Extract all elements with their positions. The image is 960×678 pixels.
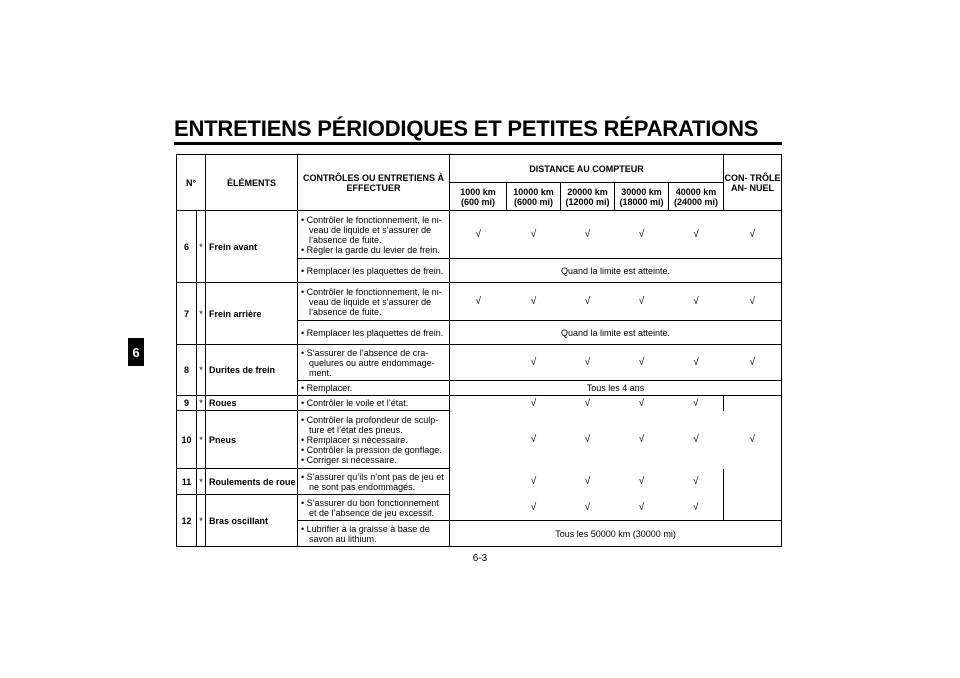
table-row: 11 * Roulements de roue • S’assurer qu’ils n’ont pas de jeu et ne sont pas endommagés. √ √ √ √ <box>177 469 782 495</box>
table-row: 6 * Frein avant • Contrôler le fonctionnement, le ni-veau de liquide et s’assurer de l’absence de fuite. • Régler la garde du levier de frein. √ √ √ √ √ √ <box>177 211 782 259</box>
table-row: 10 * Pneus • Contrôler la profondeur de sculp-ture et l’état des pneus. • Remplacer si nécessaire. • Contrôler la pression de gonflage. • Corriger si nécessaire. √ √ √ √ √ <box>177 411 782 469</box>
table-row: • Remplacer les plaquettes de frein. Quand la limite est atteinte. <box>177 321 782 345</box>
element-name: Roues <box>206 396 298 411</box>
table-row: 12 * Bras oscillant • S’assurer du bon fonctionnement et de l’absence de jeu excessif. √ √ √ √ <box>177 495 782 521</box>
header-controls: CONTRÔLES OU ENTRETIENS À EFFECTUER <box>298 155 450 211</box>
maintenance-table <box>176 154 782 547</box>
table-row: • Remplacer les plaquettes de frein. Quand la limite est atteinte. <box>177 259 782 283</box>
element-name: Roulements de roue <box>206 469 298 495</box>
header-distance-col: 30000 km (18000 mi) <box>615 183 669 211</box>
table-row: • Lubrifier à la graisse à base de savon au lithium. Tous les 50000 km (30000 mi) <box>177 521 782 547</box>
table-row: 9 * Roues • Contrôler le voile et l’état. √ √ √ √ <box>177 396 782 411</box>
header-distance-col: 1000 km (600 mi) <box>450 183 507 211</box>
header-distance: DISTANCE AU COMPTEUR <box>450 155 724 183</box>
header-elements: ÉLÉMENTS <box>206 155 298 211</box>
element-name: Durites de frein <box>206 345 298 396</box>
element-name: Pneus <box>206 411 298 469</box>
header-num: N° <box>177 155 206 211</box>
table-row: • Remplacer. Tous les 4 ans <box>177 381 782 396</box>
page-number: 6-3 <box>472 553 488 564</box>
element-name: Frein arrière <box>206 283 298 345</box>
header-distance-col: 20000 km (12000 mi) <box>561 183 615 211</box>
table-row: 7 * Frein arrière • Contrôler le fonctionnement, le ni-veau de liquide et s’assurer de l’absence de fuite. √ √ √ √ √ √ <box>177 283 782 321</box>
element-name: Frein avant <box>206 211 298 283</box>
header-annual: CON- TRÔLE AN- NUEL <box>724 155 782 211</box>
page-title: ENTRETIENS PÉRIODIQUES ET PETITES RÉPARATIONS <box>174 116 759 141</box>
header-distance-col: 10000 km (6000 mi) <box>507 183 561 211</box>
chapter-tab: 6 <box>128 338 144 366</box>
table-row: 8 * Durites de frein • S’assurer de l’absence de cra-quelures ou autre endommage-ment. √ √ √ √ √ <box>177 345 782 381</box>
title-rule <box>174 142 782 145</box>
element-name: Bras oscillant <box>206 495 298 547</box>
control-cell: • Contrôler le fonctionnement, le ni-veau de liquide et s’assurer de l’absence de fuite. • Régler la garde du levier de frein. <box>298 211 450 259</box>
header-distance-col: 40000 km (24000 mi) <box>669 183 724 211</box>
